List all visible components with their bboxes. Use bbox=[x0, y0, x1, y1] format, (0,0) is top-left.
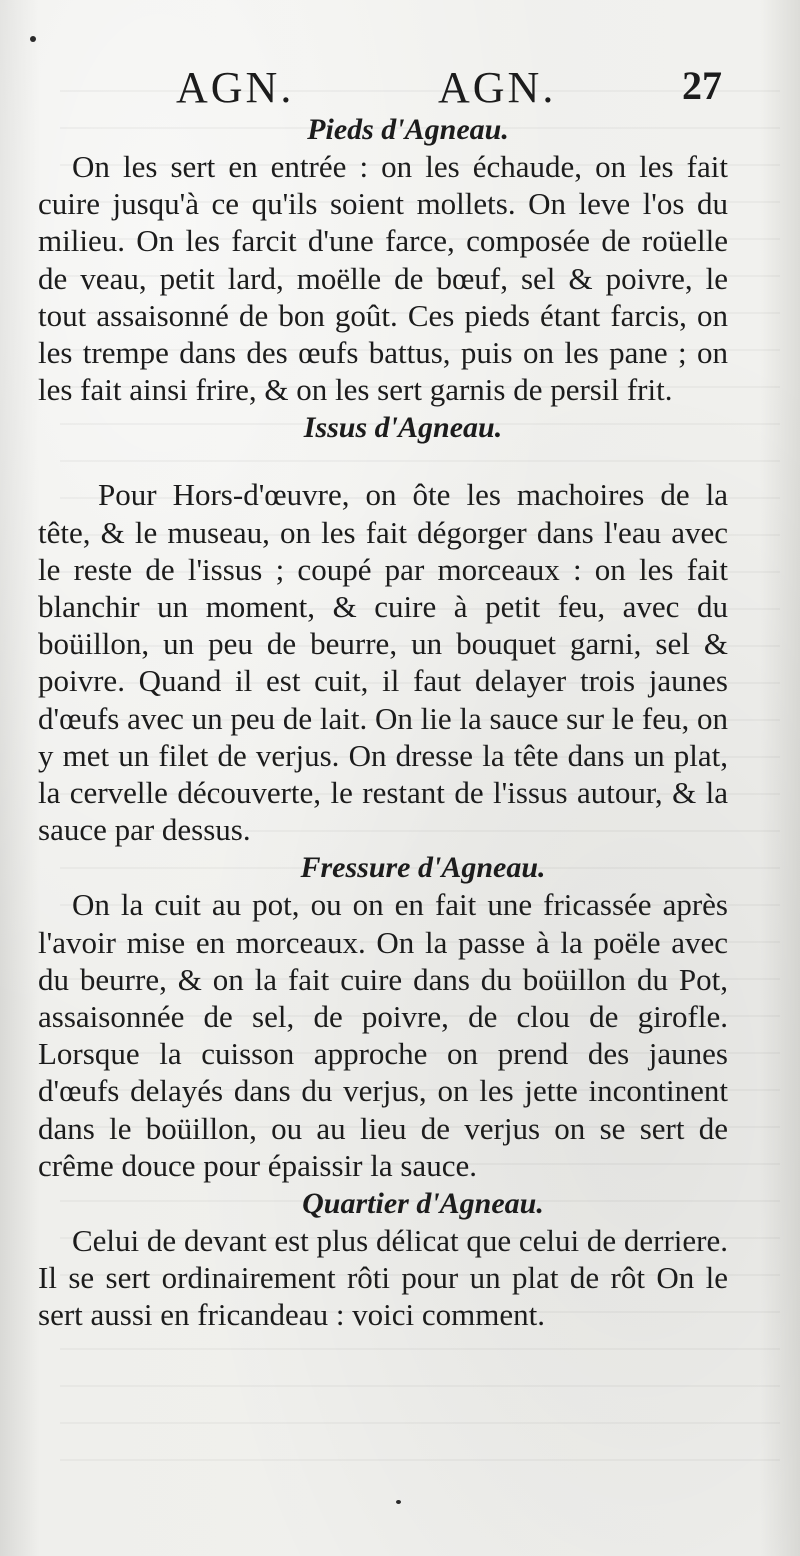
page-body bbox=[38, 112, 728, 1334]
section-title-quartier: Quartier d'Agneau. bbox=[302, 1187, 544, 1221]
header-center-word: AGN. bbox=[438, 63, 557, 112]
ink-speck bbox=[30, 36, 36, 42]
paragraph-pieds: On les sert en entrée : on les échaude, on les fait cuire jusqu'à ce qu'ils soient mollets. On leve l'os du milieu. On les farcit d'une farce, composée de roüelle de veau, petit lard, moëlle de bœuf, sel & poivre, le tout assaisonné de bon goût. Ces pieds étant farcis, on les trempe dans des œufs battus, puis on les pane ; on les fait ainsi frire, & on les sert garnis de persil frit. bbox=[38, 149, 728, 408]
ink-speck bbox=[396, 1500, 401, 1504]
paragraph-fressure: On la cuit au pot, ou on en fait une fricassée après l'avoir mise en morceaux. On la passe à la poële avec du beurre, & on la fait cuire dans du boüillon du Pot, assaisonnée de sel, de poivre, de clou de girofle. Lorsque la cuisson approche on prend des jaunes d'œufs delayés dans du verjus, on les jette incontinent dans le boüillon, ou au lieu de verjus on se sert de crême douce pour épaissir la sauce. bbox=[38, 887, 728, 1183]
section-title-issus: Issus d'Agneau. bbox=[303, 411, 503, 445]
paragraph-quartier: Celui de devant est plus délicat que celui de derriere. Il se sert ordinairement rôti pour un plat de rôt On le sert aussi en fricandeau : voici comment. bbox=[38, 1223, 728, 1333]
page-number: 27 bbox=[682, 63, 722, 108]
header-left-word: AGN. bbox=[176, 63, 295, 112]
paragraph-issus: Pour Hors-d'œuvre, on ôte les machoires de la tête, & le museau, on les fait dégorger dans l'eau avec le reste de l'issus ; coupé par morceaux : on les fait blanchir un moment, & cuire à petit feu, avec du boüillon, un peu de beurre, un bouquet garni, sel & poivre. Quand il est cuit, il faut delayer trois jaunes d'œufs avec un peu de lait. On lie la sauce sur le feu, on y met un filet de verjus. On dresse la tête dans un plat, la cervelle découverte, le restant de l'issus autour, & la sauce par dessus. bbox=[38, 477, 728, 848]
section-title-pieds: Pieds d'Agneau. bbox=[307, 113, 509, 146]
running-header bbox=[0, 60, 800, 120]
section-title-fressure: Fressure d'Agneau. bbox=[300, 851, 546, 885]
